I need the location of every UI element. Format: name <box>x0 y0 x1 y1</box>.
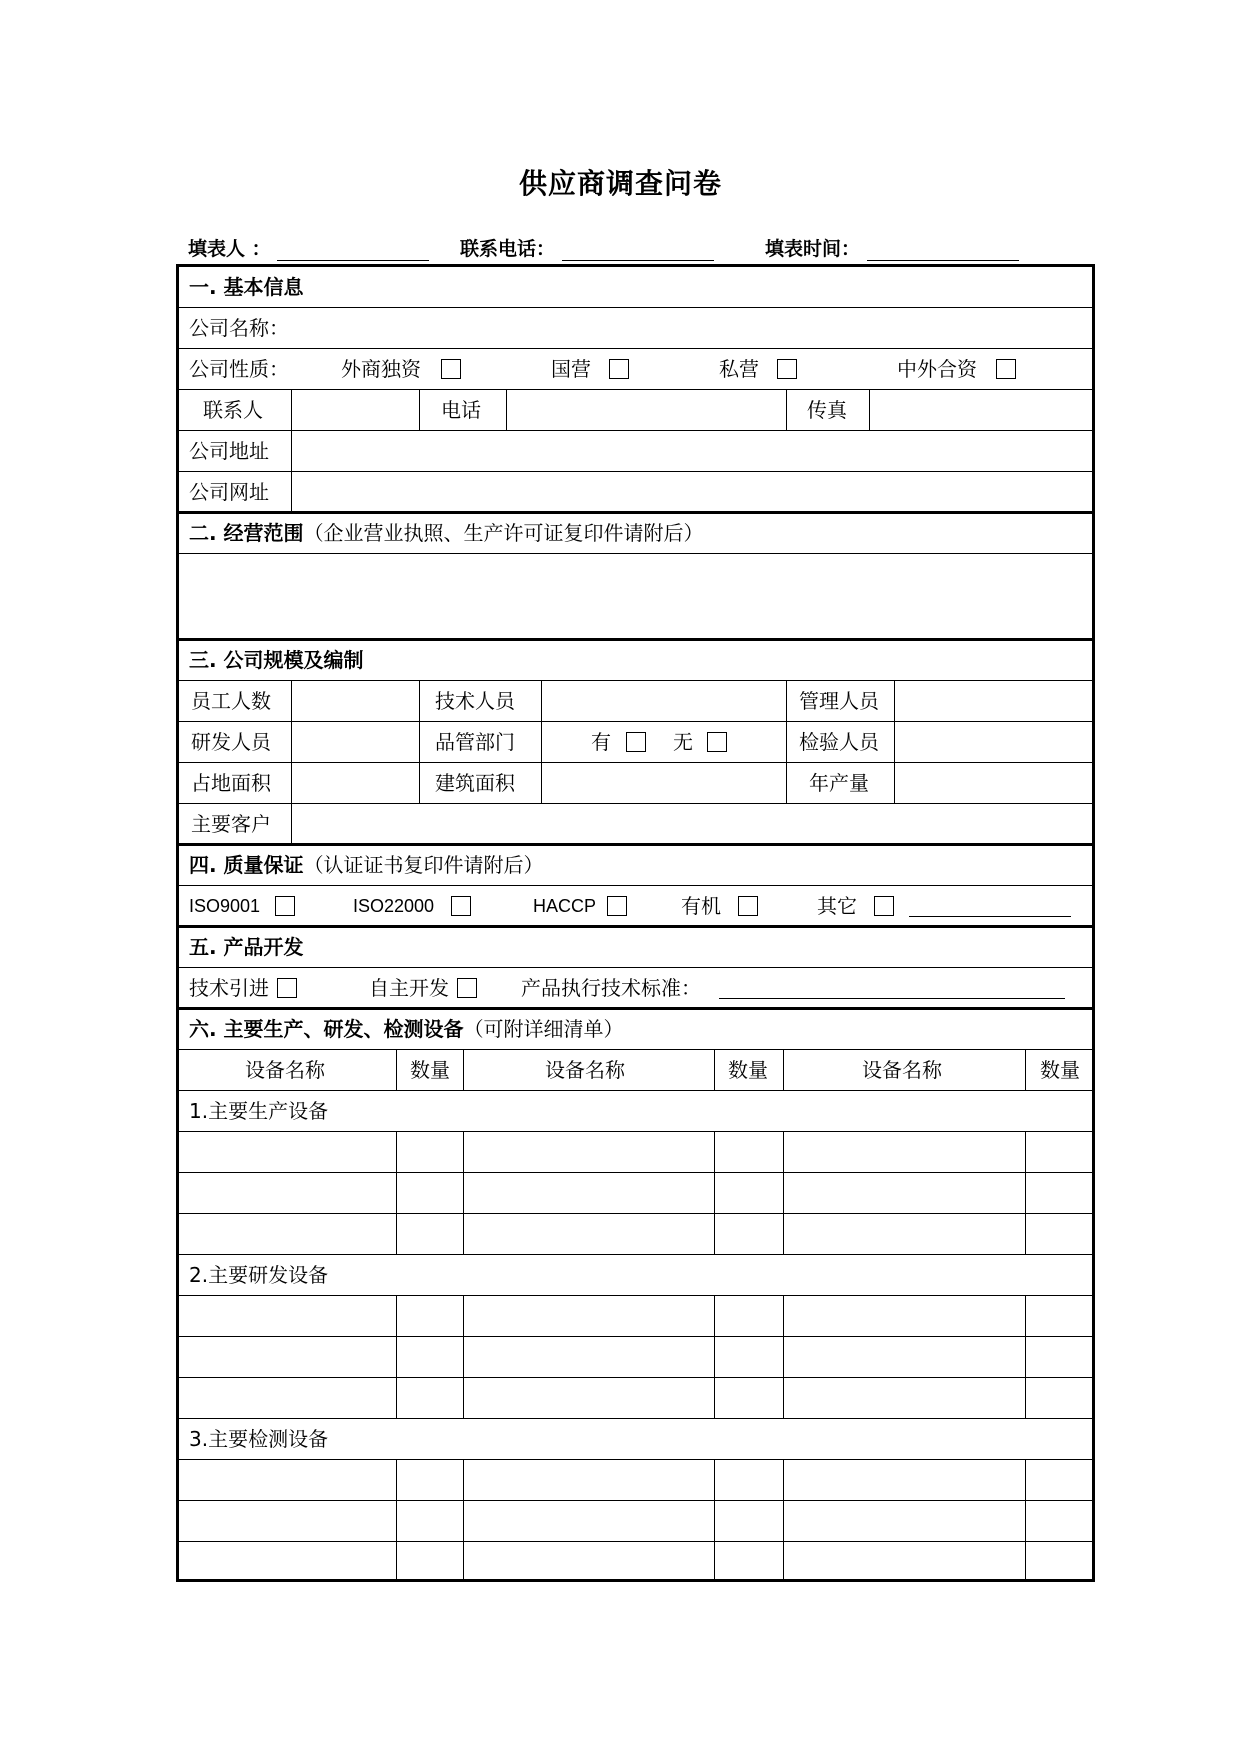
main-customers-label: 主要客户 <box>191 812 271 836</box>
group-production-equipment: 1.主要生产设备 <box>189 1099 329 1123</box>
type-jv-label: 中外合资 <box>897 357 977 381</box>
filler-input[interactable] <box>277 240 429 261</box>
col-equipment-name-2: 设备名称 <box>545 1058 625 1082</box>
address-label: 公司地址 <box>189 439 269 463</box>
col-qty-3: 数量 <box>1040 1058 1080 1082</box>
tech-intro-label: 技术引进 <box>189 976 269 1000</box>
filler-label: 填表人 ： <box>188 238 271 260</box>
qc-dept-label: 品管部门 <box>435 730 515 754</box>
type-state-checkbox[interactable] <box>609 359 629 379</box>
type-state-label: 国营 <box>551 357 591 381</box>
phone-field <box>460 234 714 261</box>
section-quality-heading <box>189 853 544 877</box>
filler-field <box>188 234 429 261</box>
type-foreign-checkbox[interactable] <box>441 359 461 379</box>
section-business-scope-heading <box>189 521 704 545</box>
col-equipment-name-1: 设备名称 <box>245 1058 325 1082</box>
business-scope-note: （企业营业执照、生产许可证复印件请附后） <box>303 521 704 545</box>
date-label: 填表时间： <box>765 238 861 260</box>
organic-checkbox[interactable] <box>738 896 758 916</box>
qc-yes-checkbox[interactable] <box>626 732 646 752</box>
other-cert-label: 其它 <box>817 894 857 918</box>
date-field <box>765 234 1019 261</box>
company-type-label: 公司性质： <box>189 357 289 381</box>
section-equipment-heading <box>189 1017 624 1041</box>
fax-label: 传真 <box>807 398 847 422</box>
building-area-label: 建筑面积 <box>435 771 515 795</box>
phone-input[interactable] <box>562 240 714 261</box>
equipment-note: （可附详细清单） <box>463 1017 624 1041</box>
col-qty-1: 数量 <box>410 1058 450 1082</box>
iso22000-label: ISO22000 <box>353 896 435 916</box>
contact-label: 联系人 <box>203 398 263 422</box>
organic-label: 有机 <box>681 894 721 918</box>
section-basic-info-heading: 一. 基本信息 <box>189 275 304 299</box>
iso9001-label: ISO9001 <box>189 896 261 916</box>
page-title: 供应商调查问卷 <box>518 167 722 200</box>
date-input[interactable] <box>867 240 1019 261</box>
annual-output-label: 年产量 <box>809 771 869 795</box>
group-testing-equipment: 3.主要检测设备 <box>189 1427 329 1451</box>
haccp-label: HACCP <box>533 896 597 916</box>
phone-cell-label: 电话 <box>441 398 481 422</box>
rd-staff-label: 研发人员 <box>191 730 271 754</box>
other-cert-checkbox[interactable] <box>874 896 894 916</box>
section-scale-heading: 三. 公司规模及编制 <box>189 648 364 672</box>
land-area-label: 占地面积 <box>191 771 271 795</box>
tech-standard-label: 产品执行技术标准： <box>521 976 701 1000</box>
type-foreign-label: 外商独资 <box>341 357 421 381</box>
haccp-checkbox[interactable] <box>607 896 627 916</box>
employees-label: 员工人数 <box>191 689 271 713</box>
tech-intro-checkbox[interactable] <box>277 978 297 998</box>
qc-yes-label: 有 <box>591 730 611 754</box>
website-label: 公司网址 <box>189 480 269 504</box>
type-private-label: 私营 <box>719 357 759 381</box>
self-dev-label: 自主开发 <box>369 976 449 1000</box>
group-rd-equipment: 2.主要研发设备 <box>189 1263 329 1287</box>
business-scope-title: 二. 经营范围 <box>189 521 304 545</box>
qc-no-label: 无 <box>673 730 693 754</box>
quality-title: 四. 质量保证 <box>189 853 304 877</box>
type-private-checkbox[interactable] <box>777 359 797 379</box>
type-jv-checkbox[interactable] <box>996 359 1016 379</box>
quality-note: （认证证书复印件请附后） <box>303 853 544 877</box>
self-dev-checkbox[interactable] <box>457 978 477 998</box>
other-cert-input[interactable] <box>909 916 1071 917</box>
phone-label: 联系电话： <box>460 238 556 260</box>
company-name-label: 公司名称： <box>189 316 289 340</box>
tech-standard-input[interactable] <box>719 998 1065 999</box>
survey-form <box>176 264 1095 1582</box>
col-qty-2: 数量 <box>728 1058 768 1082</box>
section-product-dev-heading: 五. 产品开发 <box>189 935 304 959</box>
qc-no-checkbox[interactable] <box>707 732 727 752</box>
equipment-title: 六. 主要生产、研发、检测设备 <box>189 1017 464 1041</box>
iso9001-checkbox[interactable] <box>275 896 295 916</box>
mgmt-staff-label: 管理人员 <box>799 689 879 713</box>
tech-staff-label: 技术人员 <box>435 689 515 713</box>
iso22000-checkbox[interactable] <box>451 896 471 916</box>
col-equipment-name-3: 设备名称 <box>862 1058 942 1082</box>
inspectors-label: 检验人员 <box>799 730 879 754</box>
